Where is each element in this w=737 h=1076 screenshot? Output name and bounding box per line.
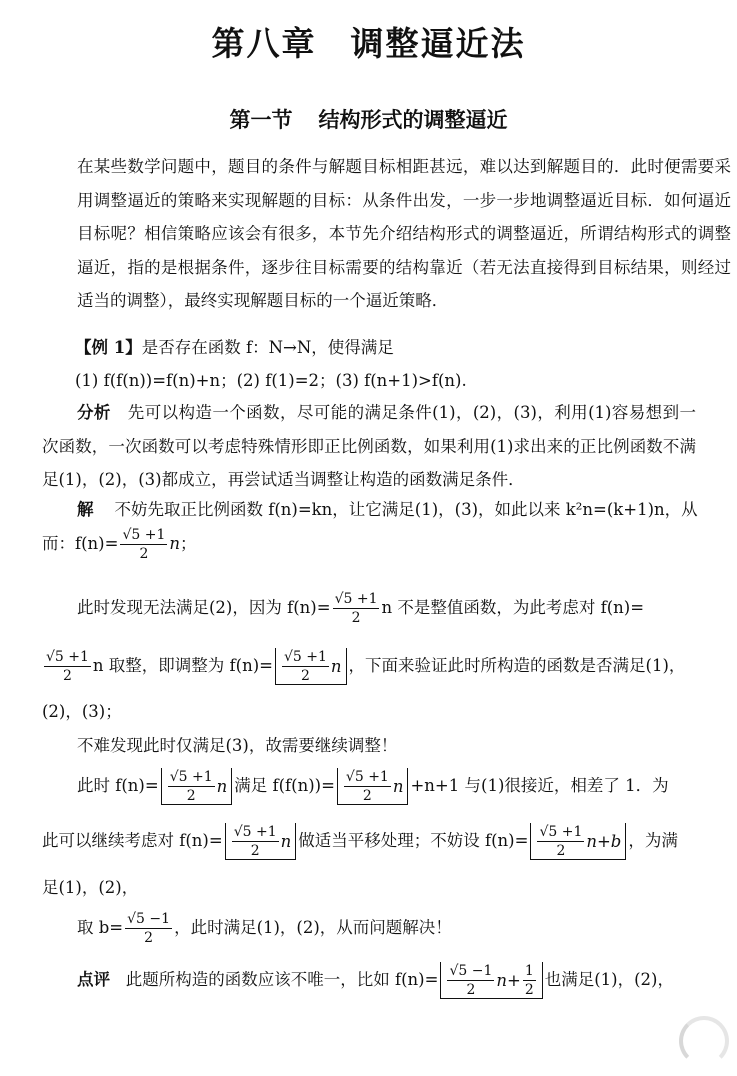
chapter-title [0,18,737,65]
floor-bracket: $\frac{√5 +1}{2}$ n [275,648,347,685]
solution-line-3: 此时发现无法满足(2)，因为 f(n)= $\frac{√5 +1}{2}$ n 不是整值函数，为此考虑对 f(n)= [77,591,645,626]
page-curl-icon [679,1016,729,1066]
fraction: $\frac{√5 +1}{2}$ [122,527,166,562]
fraction: $\frac{√5 -1}{2}$ [127,911,171,946]
floor-bracket: $\frac{√5 +1}{2}$ n+b [530,823,626,860]
solution-line-7: 此时 f(n)= $\frac{√5 +1}{2}$ n 满足 f(f(n))= $\frac{√5 +1}{2}$ n +n+1 与(1)很接近，相差了 1．为 [77,769,669,804]
solution-line-6: 不难发现此时仅满足(3)，故需要继续调整！ [77,736,398,755]
floor-bracket: $\frac{√5 +1}{2}$ n [225,823,297,860]
floor-bracket: $\frac{√5 +1}{2}$ n [337,768,409,805]
analysis-text: 先可以构造一个函数，尽可能的满足条件(1)，(2)，(3)，利用(1)容易想到一次函数，一次函数可以考虑特殊情形即正比例函数，如果利用(1)求出来的正比例函数不满足(1)，(2)，(3)都成立，再尝试适当调整让构造的函数满足条件． [42,403,696,489]
fraction: $\frac{√5 +1}{2}$ [334,591,378,626]
solution-line-5: (2)，(3)； [42,702,122,721]
comment-label: 点评 [77,970,110,989]
example-label: 【例 1】 [75,338,142,357]
analysis-paragraph [42,396,696,497]
floor-bracket: $\frac{√5 -1}{2}$ n+ $\frac{1}{2}$ [440,962,542,999]
solution-line-9: 足(1)，(2)， [42,878,139,897]
section-name: 结构形式的调整逼近 [318,107,508,132]
solution-line-2: 而：f(n)= $\frac{√5 +1}{2}$ n； [42,527,197,562]
fraction: $\frac{√5 +1}{2}$ [46,649,89,684]
analysis-label: 分析 [77,403,111,422]
solution-line-4: $\frac{√5 +1}{2}$ n 取整，即调整为 f(n)= $\frac{√5 +1}{2}$ n ，下面来验证此时所构造的函数是否满足(1)， [46,649,686,684]
example-question [75,334,729,358]
comment-line: 点评 此题所构造的函数应该不唯一，比如 f(n)= $\frac{√5 -1}{2}$ n+ $\frac{1}{2}$ 也满足(1)，(2)， [77,963,674,998]
example-conditions: (1) f(f(n))=f(n)+n；(2) f(1)=2；(3) f(n+1)>f(n). [75,371,467,390]
solution-line-1: 解 不妨先取正比例函数 f(n)=kn，让它满足(1)，(3)，如此以来 k²n=(k+1)n，从 [77,500,698,519]
section-number: 第一节 [229,107,293,132]
intro-paragraph: 在某些数学问题中，题目的条件与解题目标相距甚远，难以达到解题目的．此时便需要采用调整逼近的策略来实现解题的目标：从条件出发，一步一步地调整逼近目标．如何逼近目标呢？相信策略应该会有很多，本节先介绍结构形式的调整逼近，所谓结构形式的调整逼近，指的是根据条件，逐步往目标需要的结构靠近（若无法直接得到目标结果，则经过适当的调整），最终实现解题目标的一个逼近策略． [77,157,731,310]
example-question-text: 是否存在函数 f：N→N，使得满足 [141,338,394,357]
chapter-name: 调整逼近法 [350,24,526,63]
solution-line-8: 此可以继续考虑对 f(n)= $\frac{√5 +1}{2}$ n 做适当平移处理；不妨设 f(n)= $\frac{√5 +1}{2}$ n+b ，为满 [42,824,678,859]
chapter-number: 第八章 [211,24,317,63]
floor-bracket: $\frac{√5 +1}{2}$ n [161,768,233,805]
solution-line-10: 取 b= $\frac{√5 -1}{2}$ ，此时满足(1)，(2)，从而问题解决！ [77,911,452,946]
section-title [0,104,737,134]
solution-label: 解 [77,500,94,519]
